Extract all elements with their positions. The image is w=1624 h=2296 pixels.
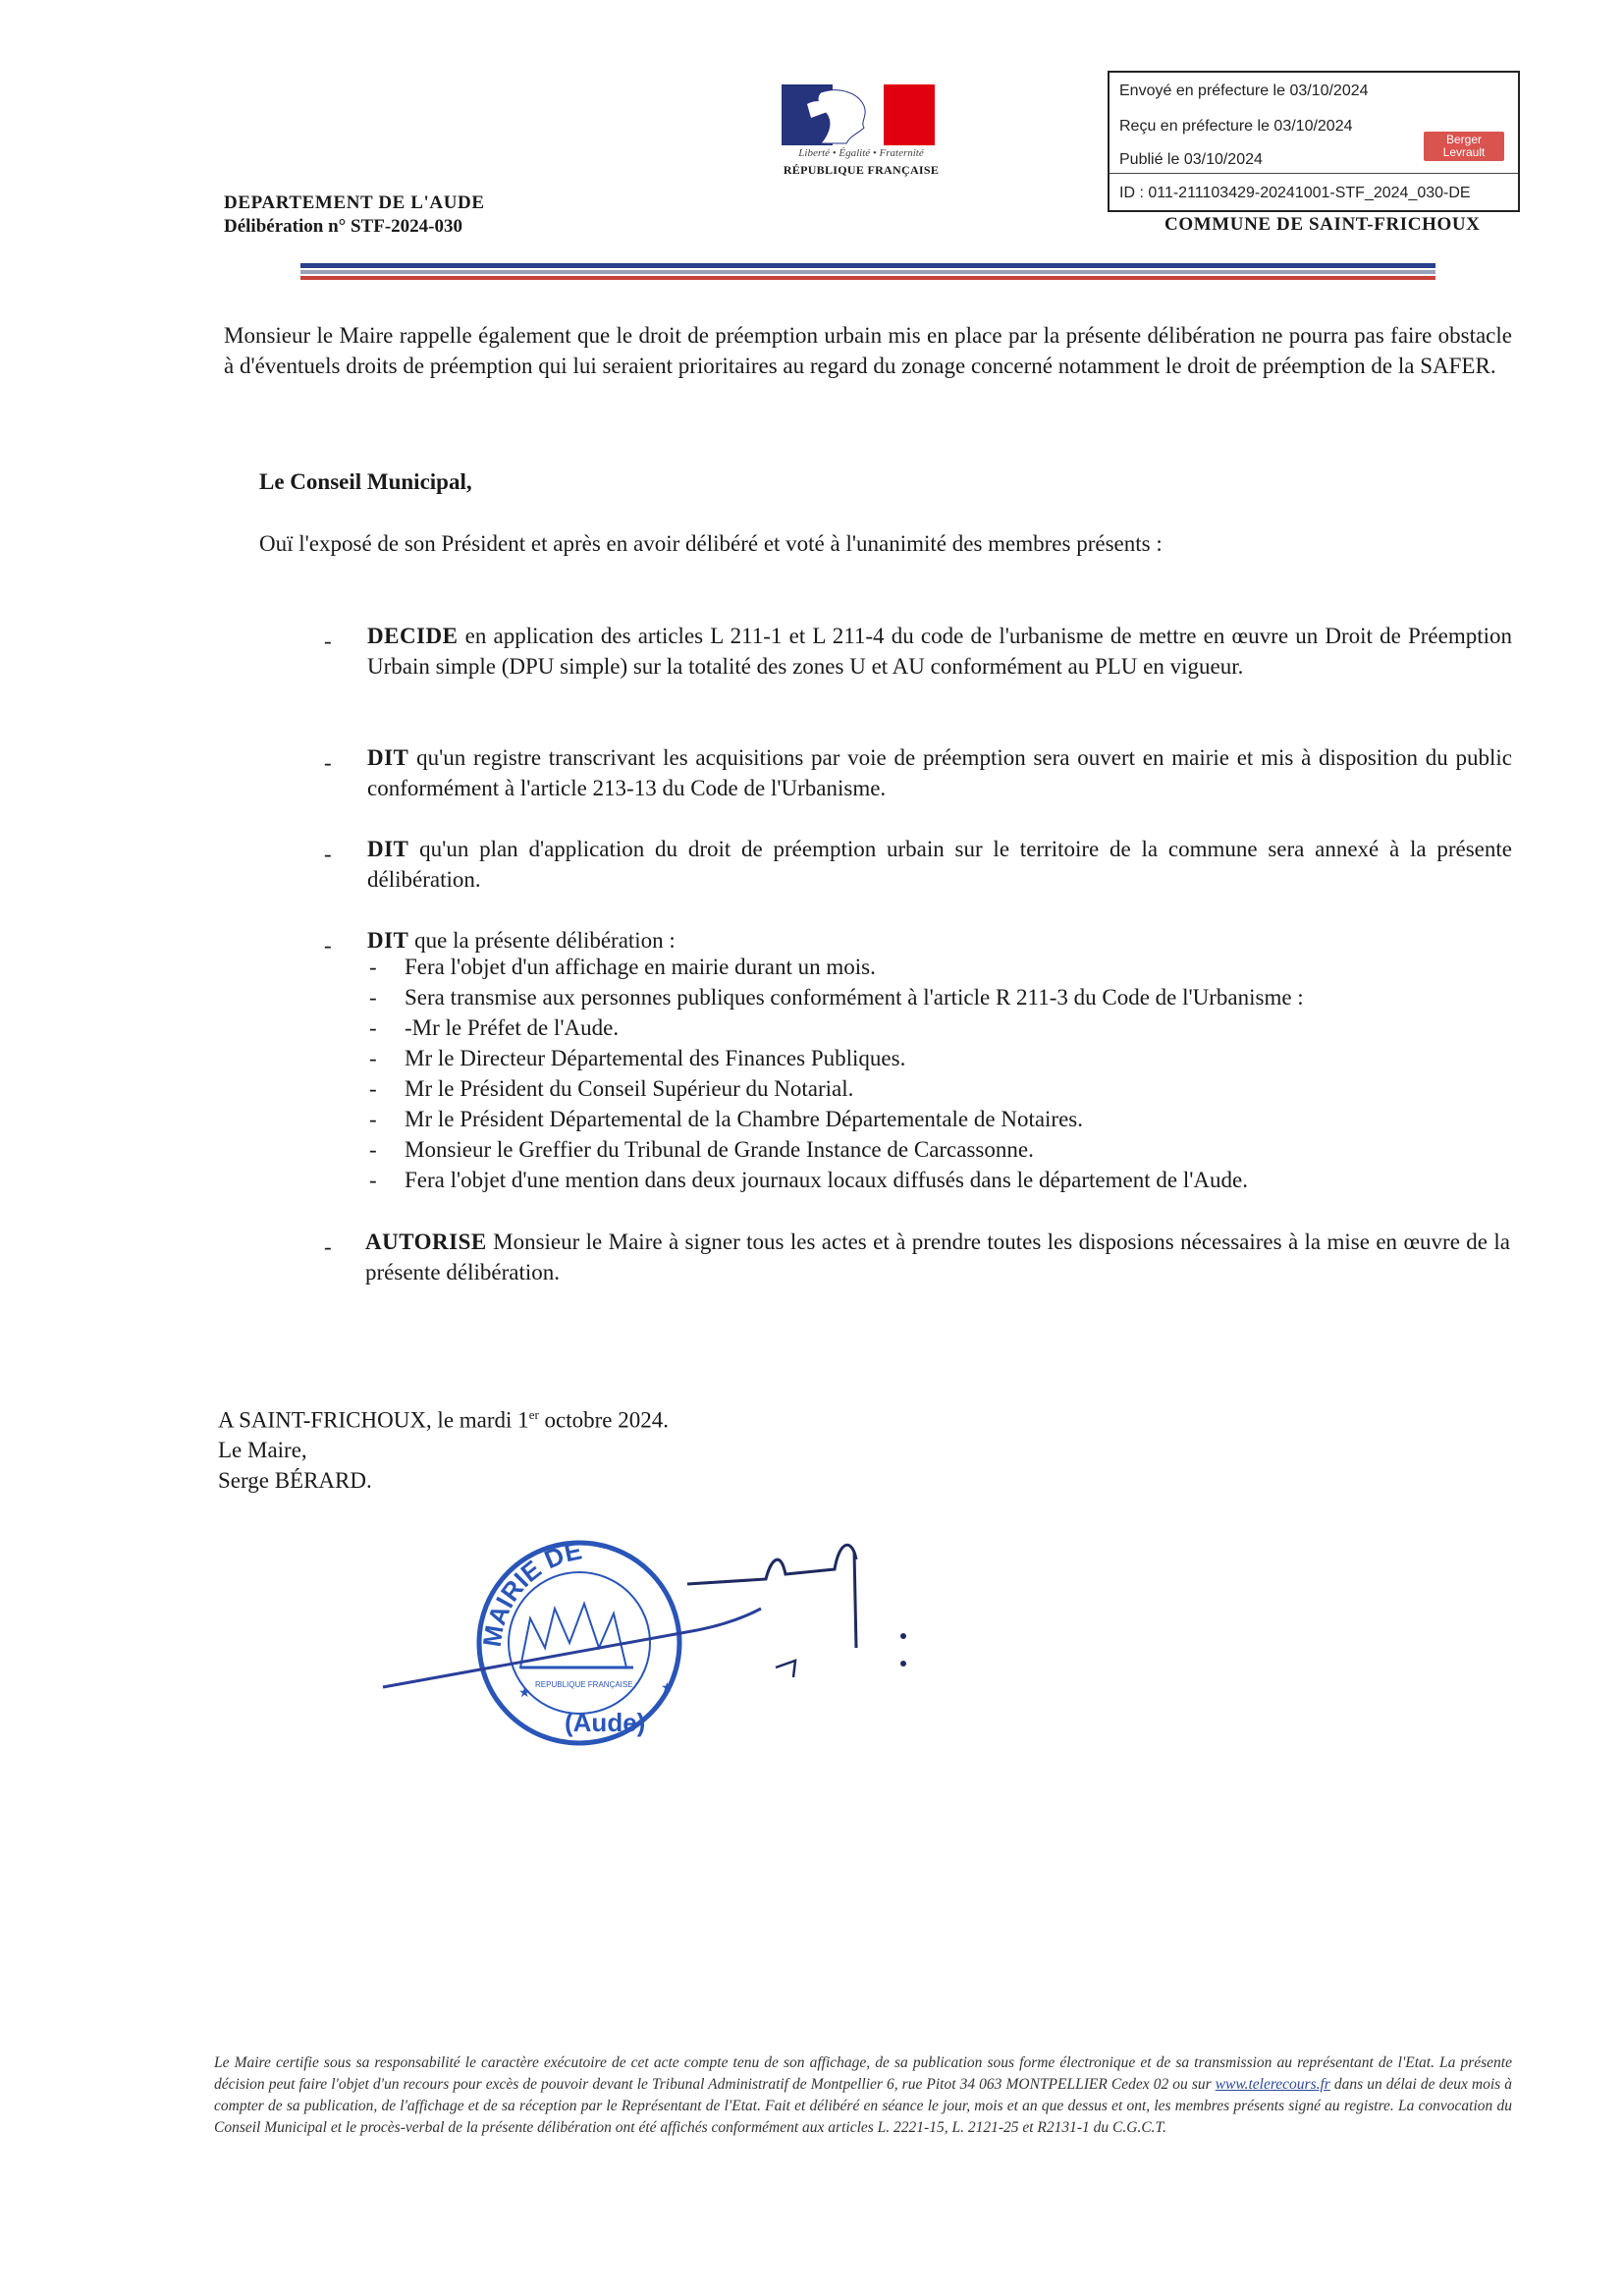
telerecours-link[interactable]: www.telerecours.fr — [1215, 2076, 1330, 2093]
item-text: que la présente délibération : — [408, 928, 676, 953]
subitem-dash: - — [369, 1107, 377, 1131]
department-title: DEPARTEMENT DE L'AUDE — [224, 192, 485, 213]
legal-footer — [214, 2052, 1512, 2139]
oui-paragraph: Ouï l'exposé de son Président et après en avoir délibéré et voté à l'unanimité des membres présents : — [259, 531, 1163, 556]
footer-text: Le Maire certifie sous sa responsabilité le caractère exécutoire de cet acte compte tenu de son affichage, de sa publication sous forme électronique et de sa transmission au représentant de l'Etat. La présente décision peut faire l'objet d'un recours pour excès de pouvoir devant le Tribunal Administratif de Montpellier 6, rue Pitot 34 063 MONTPELLIER Cedex 02 ou sur — [214, 2054, 1512, 2093]
subitem-dash: - — [369, 985, 377, 1010]
item-dash: - — [324, 629, 332, 653]
item-keyword: DIT — [367, 745, 409, 770]
stamp-received: Reçu en préfecture le 03/10/2024 — [1119, 118, 1353, 135]
seal-bottom-text: (Aude) — [565, 1708, 646, 1737]
prefecture-stamp — [1108, 71, 1520, 212]
subitem: Mr le Président du Conseil Supérieur du Notarial. — [405, 1076, 854, 1101]
subitem: Monsieur le Greffier du Tribunal de Grande Instance de Carcassonne. — [405, 1137, 1034, 1162]
signature-name: Serge BÉRARD. — [218, 1468, 372, 1493]
subitem: Fera l'objet d'un affichage en mairie durant un mois. — [405, 955, 876, 979]
stamp-divider — [1110, 173, 1518, 174]
commune-title: COMMUNE DE SAINT-FRICHOUX — [1164, 214, 1481, 235]
mayor-seal-and-signature — [373, 1501, 923, 1746]
logo-republic: RÉPUBLIQUE FRANÇAISE — [783, 163, 940, 177]
signature-role: Le Maire, — [218, 1438, 307, 1462]
item-keyword: DIT — [367, 928, 409, 953]
subitem: Mr le Directeur Départemental des Finances Publiques. — [405, 1046, 906, 1070]
item-dash: - — [324, 842, 332, 866]
subitem: Fera l'objet d'une mention dans deux journaux locaux diffusés dans le département de l'Aude. — [405, 1168, 1248, 1192]
stamp-id: ID : 011-211103429-20241001-STF_2024_030-DE — [1119, 185, 1471, 201]
place-text-end: octobre 2024. — [538, 1407, 670, 1433]
stamp-sent: Envoyé en préfecture le 03/10/2024 — [1119, 82, 1369, 99]
subitem-dash: - — [369, 1046, 377, 1070]
seal-icon — [373, 1501, 923, 1746]
subitem-dash: - — [369, 1015, 377, 1040]
logo-motto: Liberté • Égalité • Fraternité — [798, 147, 924, 159]
berger-levrault-logo: Berger Levrault — [1424, 132, 1504, 161]
item-text: qu'un plan d'application du droit de préemption urbain sur le territoire de la commune sera annexé à la présente délibération. — [367, 837, 1512, 892]
decision-item — [367, 925, 1512, 956]
subitem-dash: - — [369, 1137, 377, 1162]
tricolor-divider — [300, 263, 1435, 281]
footer-text-end: dans un délai de deux mois à compter de sa publication, de l'affichage et de sa réception par le Représentant de l'Etat. Fait et délibéré en séance le jour, mois et an que dessus et ont, les membres présents signé au registre. La convocation du Conseil Municipal et le procès-verbal de la présente délibération ont été affichés conformément aux articles L. 2221-15, L. 2121-25 et R2131-1 du C.G.C.T. — [214, 2076, 1512, 2136]
item-text: qu'un registre transcrivant les acquisitions par voie de préemption sera ouvert en mairie et mis à disposition du public conformément à l'article 213-13 du Code de l'Urbanisme. — [367, 745, 1512, 800]
place-sup: er — [528, 1407, 539, 1422]
subitem-dash: - — [369, 1076, 377, 1101]
item-text: en application des articles L 211-1 et L 211-4 du code de l'urbanisme de mettre en œuvre un Droit de Préemption Urbain simple (DPU simple) sur la totalité des zones U et AU conformément au PLU en vigueur. — [367, 624, 1512, 679]
intro-paragraph: Monsieur le Maire rappelle également que le droit de préemption urbain mis en place par la présente délibération ne pourra pas faire obstacle à d'éventuels droits de préemption qui lui seraient prioritaires au regard du zonage concerné notamment le droit de préemption de la SAFER. — [224, 323, 1512, 378]
subitem-dash: - — [369, 955, 377, 979]
item-text: Monsieur le Maire à signer tous les actes et à prendre toutes les disposions nécessaires à la mise en œuvre de la présente délibération. — [365, 1230, 1510, 1285]
subitem: Mr le Président Départemental de la Chambre Départementale de Notaires. — [405, 1107, 1083, 1131]
decision-item — [367, 834, 1512, 895]
item-keyword: DECIDE — [367, 624, 459, 648]
stamp-published: Publié le 03/10/2024 — [1119, 151, 1263, 168]
subitem-dash: - — [369, 1168, 377, 1192]
svg-text:★: ★ — [518, 1686, 531, 1701]
item-dash: - — [324, 750, 332, 775]
item-keyword: AUTORISE — [365, 1230, 487, 1254]
subitem: -Mr le Préfet de l'Aude. — [405, 1015, 620, 1040]
item-dash: - — [324, 1234, 332, 1259]
signature-place-date — [218, 1407, 669, 1434]
marianne-logo — [778, 84, 945, 179]
decision-item — [367, 621, 1512, 682]
item-dash: - — [324, 933, 332, 957]
subitem: Sera transmise aux personnes publiques conformément à l'article R 211-3 du Code de l'Urbanisme : — [405, 985, 1304, 1010]
seal-banner-text: REPUBLIQUE FRANÇAISE — [535, 1680, 633, 1689]
council-heading: Le Conseil Municipal, — [259, 469, 472, 494]
seal-top-text: MAIRIE DE — [476, 1535, 585, 1649]
decision-item — [365, 1227, 1510, 1287]
place-text: A SAINT-FRICHOUX, le mardi 1 — [218, 1407, 529, 1433]
deliberation-number: Délibération n° STF-2024-030 — [224, 216, 462, 237]
item-keyword: DIT — [367, 837, 409, 861]
svg-text:★: ★ — [661, 1681, 674, 1696]
marianne-flag-icon — [782, 84, 935, 145]
decision-item — [367, 742, 1512, 803]
